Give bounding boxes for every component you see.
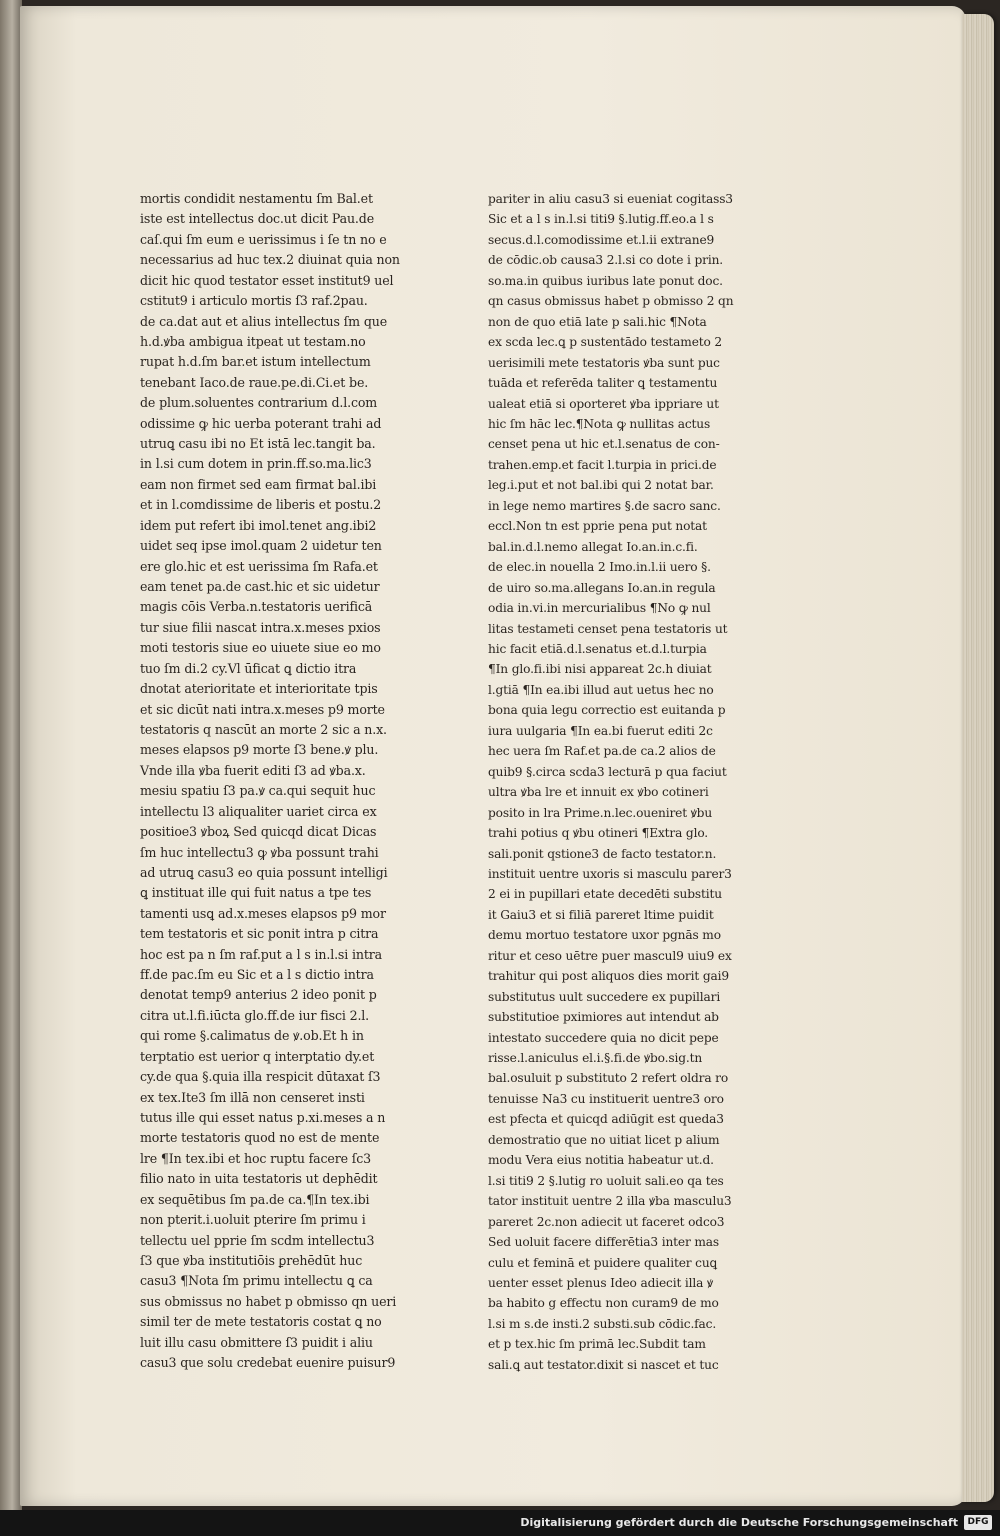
left-column-line: magis cōis Verba.n.testatoris uerificā	[140, 599, 373, 615]
left-column-line: odissime ꝙ hic uerba poterant trahi ad	[140, 415, 382, 431]
right-column-line: hic facit etiā.d.l.senatus et.d.l.turpia	[488, 641, 707, 656]
left-column-line: de ca.dat aut et alius intellectus ſm que	[140, 313, 387, 329]
left-column-line: eam tenet pa.de cast.hic et sic uidetur	[140, 579, 380, 595]
left-column-line: casu3 que solu credebat euenire puisur9	[140, 1355, 396, 1371]
right-column-line: eccl.Non tn est pprie pena put notat	[488, 519, 707, 534]
right-column-line: bal.in.d.l.nemo allegat Io.an.in.c.fi.	[488, 539, 698, 554]
right-column-line: l.si m s.de insti.2 substi.sub cōdic.fac.	[488, 1316, 717, 1331]
left-column-line: tutus ille qui esset natus p.xi.meses a n	[140, 1109, 386, 1125]
left-column-line: iste est intellectus doc.ut dicit Pau.de	[140, 211, 374, 227]
left-column-line: necessarius ad huc tex.2 diuinat quia non	[140, 252, 400, 268]
left-column-line: moti testoris siue eo uiuete siue eo mo	[140, 640, 381, 656]
left-column-line: luit illu casu obmittere ſ3 puidit i aliu	[140, 1334, 373, 1350]
right-column-line: bona quia legu correctio est euitanda p	[488, 703, 726, 718]
right-column-line: odia in.vi.in mercurialibus ¶No ꝙ nul	[488, 601, 711, 616]
right-column-line: censet pena ut hic et.l.senatus de con-	[488, 437, 720, 452]
right-column-line: tuāda et referēda taliter ꝗ testamentu	[488, 376, 718, 391]
right-column-line: so.ma.in quibus iuribus late ponut doc.	[488, 273, 723, 288]
left-column-line: ff.de pac.ſm eu Sic et a l s dictio intra	[140, 967, 374, 983]
right-column-line: modu Vera eius notitia habeatur ut.d.	[488, 1153, 714, 1168]
left-column-line: caſ.qui ſm eum e uerissimus i ſe tn no e	[140, 231, 387, 247]
page-fore-edge	[962, 14, 994, 1502]
left-column-line: intellectu l3 aliqualiter uariet circa ex	[140, 803, 377, 819]
right-column-line: non de quo etiā late p sali.hic ¶Nota	[488, 314, 707, 329]
right-column-line: tator instituit uentre 2 illa ꝟba masculu3	[488, 1194, 732, 1209]
right-column-line: qn casus obmissus habet p obmisso 2 qn	[488, 294, 734, 309]
right-column-line: pareret 2c.non adiecit ut faceret odco3	[488, 1214, 725, 1229]
funding-credit: Digitalisierung gefördert durch die Deutsche Forschungsgemeinschaft	[520, 1516, 958, 1529]
right-column-line: de elec.in nouella 2 Imo.in.l.ii uero §.	[488, 560, 711, 575]
left-column-line: in l.si cum dotem in prin.ff.so.ma.lic3	[140, 456, 372, 472]
right-column-line: in lege nemo martires §.de sacro sanc.	[488, 498, 721, 513]
left-column-line: citra ut.l.fi.iūcta glo.ff.de iur fisci 2.l.	[140, 1007, 370, 1023]
right-column-line: et p tex.hic ſm primā lec.Subdit tam	[488, 1337, 706, 1352]
left-column-line: tur siue filii nascat intra.x.meses pxios	[140, 619, 381, 635]
left-column-line: cstitut9 i articulo mortis ſ3 raf.2pau.	[140, 293, 368, 309]
right-column-line: ultra ꝟba lre et innuit ex ꝟbo cotineri	[488, 785, 709, 800]
left-column-line: tenebant Iaco.de raue.pe.di.Ci.et be.	[140, 374, 369, 390]
left-column-line: ad utruꝗ casu3 eo quia possunt intelligi	[140, 864, 388, 880]
right-column-line: 2 ei in pupillari etate decedēti substitu	[488, 887, 722, 902]
right-column-line: uenter esset plenus Ideo adiecit illa ꝟ	[488, 1276, 713, 1291]
left-column-line: tellectu uel pprie ſm scdm intellectu3	[140, 1232, 375, 1248]
right-column-line: leg.i.put et not bal.ibi qui 2 notat bar.	[488, 478, 714, 493]
right-column-line: it Gaiu3 et si filiā pareret ltime puidit	[488, 907, 714, 922]
left-column-line: testatoris q nascūt an morte 2 sic a n.x.	[140, 721, 387, 737]
right-column-line: sali.ponit qstione3 de facto testator.n.	[488, 846, 717, 861]
left-column-line: hoc est pa n ſm raf.put a l s in.l.si intra	[140, 946, 382, 962]
right-column-line: demu mortuo testatore uxor pgnās mo	[488, 928, 721, 943]
footer-bar	[0, 1510, 1000, 1536]
left-column-line: et in l.comdissime de liberis et postu.2	[140, 497, 382, 513]
left-column-line: et sic dicūt nati intra.x.meses p9 morte	[140, 701, 385, 717]
dfg-logo: DFG	[964, 1515, 992, 1530]
left-column-line: de plum.soluentes contrarium d.l.com	[140, 395, 378, 411]
left-column-line: ꝗ instituat ille qui fuit natus a tpe tes	[140, 885, 372, 901]
left-column-line: eam non firmet sed eam firmat bal.ibi	[140, 476, 377, 492]
left-column-line: ſm huc intellectu3 ꝙ ꝟba possunt trahi	[140, 844, 379, 860]
right-column-line: sali.ꝗ aut testator.dixit si nascet et tuc	[488, 1357, 719, 1372]
right-column-line: ualeat etiā si oporteret ꝟba ippriare ut	[488, 396, 719, 411]
right-column-line: instituit uentre uxoris si masculu parer3	[488, 866, 732, 881]
right-column-line: tenuisse Na3 cu instituerit uentre3 oro	[488, 1091, 724, 1106]
book-spine-edge	[0, 0, 22, 1510]
left-column-line: idem put refert ibi imol.tenet ang.ibi2	[140, 517, 377, 533]
right-column-line: uerisimili mete testatoris ꝟba sunt puc	[488, 355, 720, 370]
right-column-line: de uiro so.ma.allegans Io.an.in regula	[488, 580, 716, 595]
left-column-line: Vnde illa ꝟba fuerit editi ſ3 ad ꝟba.x.	[140, 762, 366, 778]
left-text-column	[140, 189, 430, 1373]
right-column-line: quib9 §.circa scda3 lecturā p qua faciut	[488, 764, 727, 779]
right-column-line: bal.osuluit p substituto 2 refert oldra ro	[488, 1071, 729, 1086]
left-column-line: uidet seq ipse imol.quam 2 uidetur ten	[140, 538, 382, 554]
right-column-line: trahitur qui post aliquos dies morit gai9	[488, 969, 729, 984]
left-column-line: utruꝗ casu ibi no Et istā lec.tangit ba.	[140, 436, 376, 452]
left-column-line: tamenti usꝗ ad.x.meses elapsos p9 mor	[140, 905, 386, 921]
left-column-line: terptatio est uerior q interptatio dy.et	[140, 1048, 375, 1064]
left-column-line: rupat h.d.ſm bar.et istum intellectum	[140, 354, 371, 370]
right-column-line: pariter in aliu casu3 si eueniat cogitass3	[488, 192, 733, 206]
right-text-column	[488, 189, 760, 1375]
left-column-line: mortis condidit nestamentu ſm Bal.et	[140, 191, 373, 206]
right-column-line: ex scda lec.ꝗ p sustentādo testameto 2	[488, 335, 723, 350]
left-column-line: meses elapsos p9 morte ſ3 bene.ꝟ plu.	[140, 742, 379, 758]
left-column-line: simil ter de mete testatoris costat ꝗ no	[140, 1314, 382, 1330]
left-column-line: ere glo.hic et est uerissima ſm Rafa.et	[140, 558, 378, 574]
left-column-line: dnotat aterioritate et interioritate tpis	[140, 681, 378, 697]
right-column-line: litas testameti censet pena testatoris ut	[488, 621, 728, 636]
right-column-line: hec uera ſm Raf.et pa.de ca.2 alios de	[488, 744, 716, 759]
left-column-line: h.d.ꝟba ambigua itpeat ut testam.no	[140, 333, 366, 349]
left-column-line: denotat temp9 anterius 2 ideo ponit p	[140, 987, 377, 1003]
right-column-line: risse.l.aniculus el.i.§.fi.de ꝟbo.sig.tn	[488, 1051, 703, 1066]
left-column-line: ſ3 que ꝟba institutiōis ꝑrehēdūt huc	[140, 1252, 363, 1268]
left-column-line: sus obmissus no habet p obmisso qn ueri	[140, 1293, 397, 1309]
left-column-line: tuo ſm di.2 cy.Vl ūficat ꝗ dictio itra	[140, 660, 357, 676]
right-column-line: iura uulgaria ¶In ea.bi fuerut editi 2c	[488, 723, 713, 738]
right-column-line: intestato succedere quia no dicit pepe	[488, 1030, 719, 1045]
left-column-line: mesiu spatiu ſ3 pa.ꝟ ca.qui sequit huc	[140, 783, 376, 799]
right-column-line: ritur et ceso uētre puer mascul9 uiu9 ex	[488, 948, 732, 963]
left-column-line: dicit hic quod testator esset institut9 uel	[140, 272, 394, 288]
right-column-line: Sed uoluit facere differētia3 inter mas	[488, 1235, 720, 1250]
left-column-line: positioe3 ꝟboꝝ Sed quicqd dicat Dicas	[140, 824, 377, 840]
book-page	[20, 6, 966, 1506]
left-column-line: cy.de qua §.quia illa respicit dūtaxat ſ3	[140, 1069, 381, 1085]
right-column-line: Sic et a l s in.l.si titi9 §.lutig.ff.eo.a l s	[488, 212, 714, 227]
right-column-line: est pfecta et quicqd adiūgit est queda3	[488, 1112, 724, 1127]
left-column-line: qui rome §.calimatus de ꝟ.ob.Et h in	[140, 1028, 364, 1044]
left-column-line: casu3 ¶Nota ſm primu intellectu ꝗ ca	[140, 1273, 373, 1289]
left-column-line: filio nato in uita testatoris ut dephēdit	[140, 1171, 378, 1187]
right-column-line: demostratio que no uitiat licet p alium	[488, 1132, 720, 1147]
left-column-line: ex sequētibus ſm pa.de ca.¶In tex.ibi	[140, 1191, 370, 1207]
right-column-line: substitutus uult succedere ex pupillari	[488, 989, 721, 1004]
right-column-line: l.si titi9 2 §.lutig ro uoluit sali.eo qa tes	[488, 1173, 724, 1188]
left-column-line: non pterit.i.uoluit pterire ſm primu i	[140, 1212, 366, 1228]
right-column-line: trahen.emp.et facit l.turpia in prici.de	[488, 457, 717, 472]
left-column-line: morte testatoris quod no est de mente	[140, 1130, 380, 1146]
left-column-line: ex tex.Ite3 ſm illā non censeret insti	[140, 1089, 365, 1105]
right-column-line: ba habito g effectu non curam9 de mo	[488, 1296, 719, 1311]
right-column-line: ¶In glo.fi.ibi nisi appareat 2c.h diuiat	[488, 662, 712, 677]
right-column-line: de cōdic.ob causa3 2.l.si co dote i prin.	[488, 253, 724, 268]
right-column-line: secus.d.l.comodissime et.l.ii extrane9	[488, 232, 715, 247]
right-column-line: hic ſm hāc lec.¶Nota ꝙ nullitas actus	[488, 416, 711, 431]
right-column-line: l.gtiā ¶In ea.ibi illud aut uetus hec no	[488, 682, 714, 697]
right-column-line: trahi potius q ꝟbu otineri ¶Extra glo.	[488, 826, 709, 841]
left-column-line: lre ¶In tex.ibi et hoc ruptu facere ſc3	[140, 1150, 372, 1166]
right-column-line: culu et feminā et puidere qualiter cuꝗ	[488, 1255, 718, 1270]
right-column-line: substitutioe pximiores aut intendut ab	[488, 1010, 719, 1025]
right-column-line: posito in lra Prime.n.lec.oueniret ꝟbu	[488, 805, 713, 820]
left-column-line: tem testatoris et sic ponit intra p citra	[140, 926, 379, 942]
